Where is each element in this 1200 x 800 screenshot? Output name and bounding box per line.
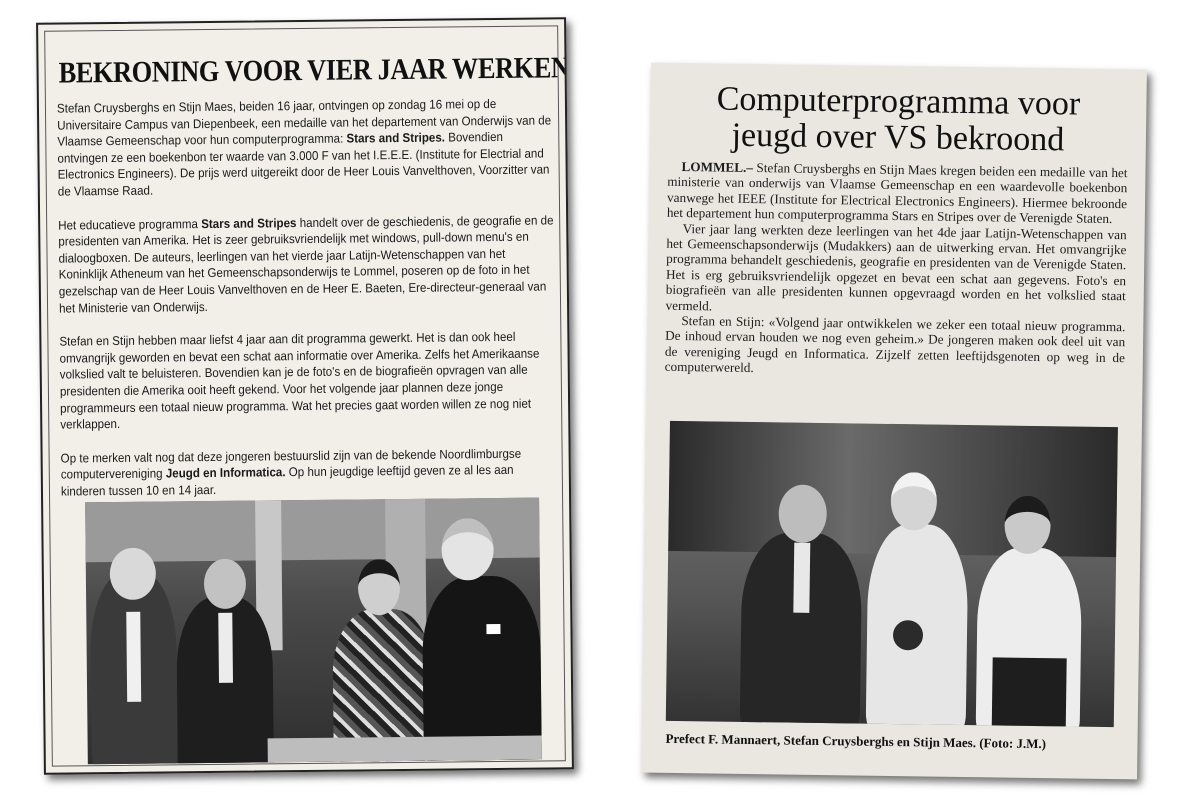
photo-head bbox=[204, 559, 247, 609]
photo-table bbox=[268, 736, 542, 763]
photo-shirt bbox=[218, 613, 233, 683]
left-paragraph-1: Stefan Cruysberghs en Stijn Maes, beiden 16 jaar, ontvingen op zondag 16 mei op de Universitaire Campus van Diepenbeek, een medaille van het departement van Onderwijs van de Vlaamse Gemeenschap voor hun computerprogramma: Stars and Stripes. Bovendien ontvingen ze een boekenbon ter waarde van 3.000 F van het I.E.E.E. (Institute for Electrial and Electronics Engineers). De prijs werd uitgereikt door de Heer Louis Vanvelthoven, Voorzitter van de Vlaamse Raad. bbox=[56, 96, 552, 199]
program-name-bold: Stars and Stripes bbox=[201, 215, 297, 231]
right-photo-three-people bbox=[666, 421, 1118, 727]
photo-head bbox=[358, 559, 401, 615]
photo-jeans bbox=[992, 657, 1067, 727]
photo-head bbox=[441, 518, 494, 581]
photo-shirt bbox=[793, 543, 810, 613]
left-paragraph-2: Het educatieve programma Stars and Stripes handelt over de geschiedenis, de geografie en de presidenten van Amerika. Het is zeer gebruiksvriendelijk met windows, pull-down menu's en dialoogboxen. De auteurs, leerlingen van het vierde jaar Latijn-Wetenschappen van het Koninklijk Atheneum van het Gemeenschapsonderwijs te Lommel, poseren op de foto in het gezelschap van de Heer Louis Vanvelthoven en de Heer E. Baeten, Ere-directeur-generaal van het Ministerie van Onderwijs. bbox=[58, 212, 554, 316]
right-headline-line-1: Computerprogramma voor bbox=[716, 80, 1081, 123]
club-name-bold: Jeugd en Informatica. bbox=[165, 465, 286, 481]
photo-name-badge bbox=[486, 624, 500, 634]
left-headline: BEKRONING VOOR VIER JAAR WERKEN bbox=[58, 51, 570, 90]
right-headline-line-2: jeugd over VS bekroond bbox=[731, 116, 1065, 159]
left-paragraph-3: Stefan en Stijn hebben maar liefst 4 jaar aan dit programma gewerkt. Het is dan ook heel omvangrijk geworden en bevat een schat aan informatie over Amerika. Zelfs het Amerikaanse volkslied valt te beluisteren. Bovendien kan je de foto's en de biografieën opvragen van alle presidenten die Amerika ooit heeft gekend. Voor het volgende jaar plannen deze jonge programmeurs een totaal nieuw programma. Wat het precies gaat worden willen ze nog niet verklappen. bbox=[59, 329, 540, 432]
left-paragraph-4: Op te merken valt nog dat deze jongeren bestuurslid zijn van de bekende Noordlimburgse computervereniging Jeugd en Informatica. Op hun jeugdige leeftijd geven ze al les aan kinderen tussen 10 en 14 jaar. bbox=[60, 446, 522, 499]
program-name-bold: Stars and Stripes. bbox=[346, 130, 446, 146]
right-headline bbox=[668, 81, 1129, 159]
photo-head bbox=[110, 548, 157, 600]
right-paragraph-1: LOMMEL.– Stefan Cruysberghs en Stijn Maes kregen beiden een medaille van het ministerie van onderwijs van Vlaamse Gemeenschap en een waardevolle boekenbon vanwege het IEEE (Institute for Electrical Electronics Engineers). Hiermee bekroonde het departement hun computerprogramma Stars en Stripes over de Verenigde Staten. bbox=[666, 159, 1128, 227]
dateline: LOMMEL.– bbox=[681, 159, 754, 176]
right-photo-caption: Prefect F. Mannaert, Stefan Cruysberghs en Stijn Maes. (Foto: J.M.) bbox=[665, 730, 1047, 752]
right-paragraph-2: Vier jaar lang werkten deze leerlingen van het 4de jaar Latijn-Wetenschappen van het Gemeenschapsonderwijs (Mudakkers) aan de uitwerking ervan. Het omvangrijke programma behandelt geschiedenis, geografie en presidenten van de Verenigde Staten. Het is erg gebruiksvriendelijk opgezet en bevat een schat aan gegevens. Foto's en biografieën van alle presidenten kunnen opgevraagd worden en het volkslied staat vermeld. bbox=[665, 220, 1127, 314]
left-newspaper-clipping bbox=[36, 17, 574, 775]
right-paragraph-3: Stefan en Stijn: «Volgend jaar ontwikkelen we zeker een totaal nieuw programma. De inhoud ervan houden we nog even geheim.» De jongeren maken ook deel uit van de vereniging Jeugd en Informatica. Zijzelf zetten leeftijdsgenoten op weg in de computerwereld. bbox=[664, 313, 1126, 376]
right-newspaper-clipping bbox=[641, 63, 1147, 780]
right-article-body bbox=[665, 159, 1128, 381]
left-article-body bbox=[55, 95, 553, 500]
left-photo-four-people bbox=[85, 498, 542, 765]
photo-shirt bbox=[126, 612, 141, 702]
